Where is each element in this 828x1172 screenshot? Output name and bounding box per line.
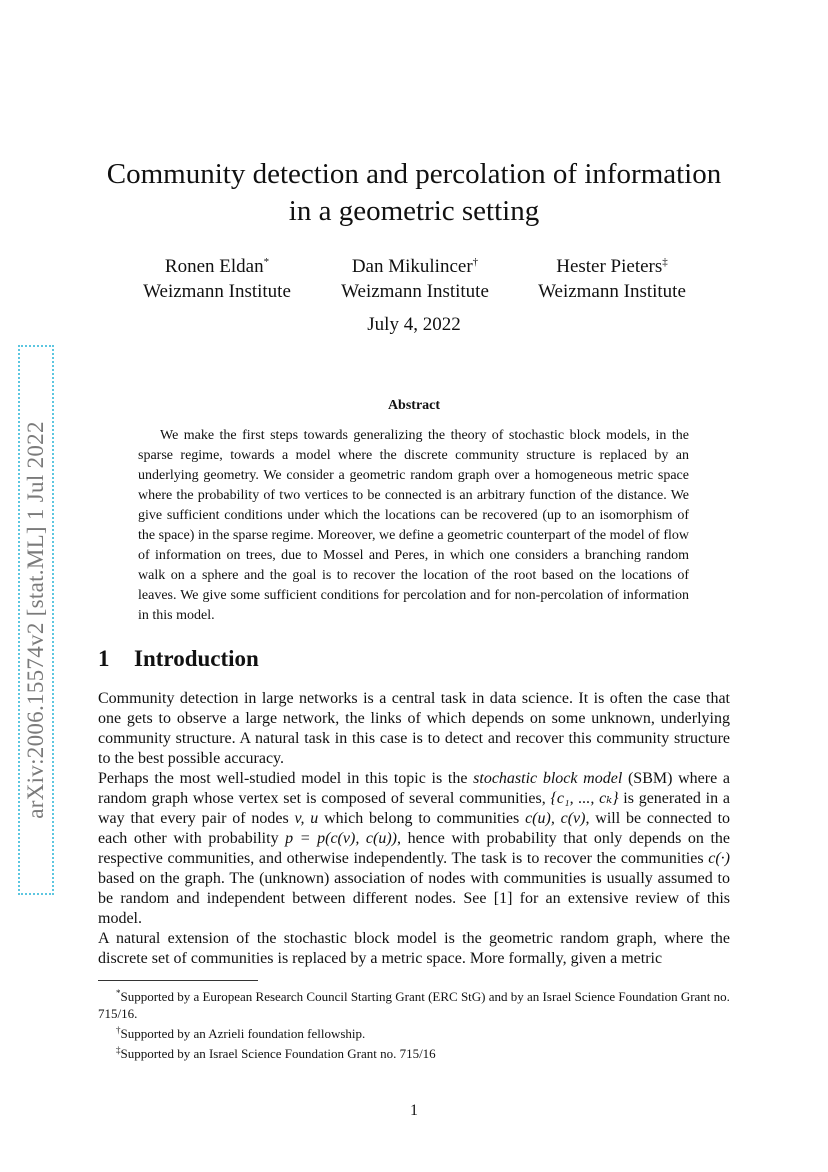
author-affiliation: Weizmann Institute: [341, 281, 489, 302]
author-3: [512, 250, 712, 304]
author-affiliation: Weizmann Institute: [538, 281, 686, 302]
intro-paragraph-1: Community detection in large networks is a central task in data science. It is often the case that one gets to observe a large network, the links of which depends on some unknown, underlying community structure. A natural task in this case is to detect and recover this community structure to the best possible accuracy.: [98, 690, 730, 767]
footnote-divider: [98, 980, 258, 981]
author-affiliation: Weizmann Institute: [143, 281, 291, 302]
author-1: [117, 250, 317, 304]
footnote-mark: †: [472, 256, 479, 268]
math-community-set: {c₁, ..., cₖ}: [550, 790, 619, 807]
section-title: Introduction: [134, 646, 259, 671]
arxiv-identifier: arXiv:2006.15574v2 [stat.ML] 1 Jul 2022: [23, 421, 48, 819]
paper-title: Community detection and percolation of information in a geometric setting: [106, 158, 722, 227]
intro-paragraph-2: Perhaps the most well-studied model in this topic is the stochastic block model (SBM) where a random graph whose vertex set is composed of several communities, {c₁, ..., cₖ} is generated in a way that every pair of nodes v, u which belong to communities c(u), c(v), will be connected to each other with probability p = p(c(v), c(u)), hence with probability that only depends on the respective communities, and otherwise independently. The task is to recover the communities c(·) based on the graph. The (unknown) association of nodes with communities is usually assumed to be random and independent between different nodes. See [1] for an extensive review of this model.: [98, 770, 731, 927]
introduction-body: [98, 689, 730, 969]
math-community-map: c(·): [708, 850, 730, 867]
footnote-3: ‡Supported by an Israel Science Foundation Grant no. 715/16: [116, 1045, 436, 1061]
abstract-text: We make the first steps towards generalizing the theory of stochastic block models, in the sparse regime, towards a model where the discrete community structure is replaced by an underlying geometry. We consider a geometric random graph over a homogeneous metric space where the probability of two vertices to be connected is an arbitrary function of the distance. We give sufficient conditions under which the locations can be recovered (up to an isomorphism of the space) in the sparse regime. Moreover, we define a geometric counterpart of the model of flow of information on trees, due to Mossel and Peres, in which one considers a branching random walk on a sphere and the goal is to recover the location of the root based on the locations of leaves. We give some sufficient conditions for percolation and for non-percolation of information in this model.: [138, 428, 689, 623]
math-probability: p = p(c(v), c(u)): [285, 830, 397, 847]
abstract-body: [138, 426, 689, 626]
footnote-2: †Supported by an Azrieli foundation fellowship.: [116, 1025, 366, 1041]
footnote-mark: ‡: [662, 256, 668, 268]
footnotes: [98, 985, 730, 1062]
section-heading: [98, 646, 259, 672]
abstract-heading: Abstract: [387, 398, 441, 413]
section-number: 1: [98, 646, 110, 671]
footnote-mark: *: [263, 256, 270, 268]
author-block: [0, 250, 828, 310]
math-nodes: v, u: [294, 810, 319, 827]
arxiv-stamp: [18, 345, 54, 895]
footnote-1: *Supported by a European Research Council Starting Grant (ERC StG) and by an Israel Science Foundation Grant no. 715/16.: [98, 988, 730, 1021]
author-name: Ronen Eldan: [164, 256, 264, 277]
author-2: [315, 250, 515, 304]
author-name: Hester Pieters: [556, 256, 663, 277]
intro-paragraph-3: A natural extension of the stochastic block model is the geometric random graph, where the discrete set of communities is replaced by a metric space. More formally, given a metric: [98, 930, 730, 967]
paper-date: July 4, 2022: [367, 314, 461, 335]
author-name: Dan Mikulincer: [351, 256, 473, 277]
page-number: 1: [410, 1102, 418, 1119]
emphasis-sbm: stochastic block model: [473, 770, 623, 787]
math-communities: c(u), c(v): [525, 810, 586, 827]
